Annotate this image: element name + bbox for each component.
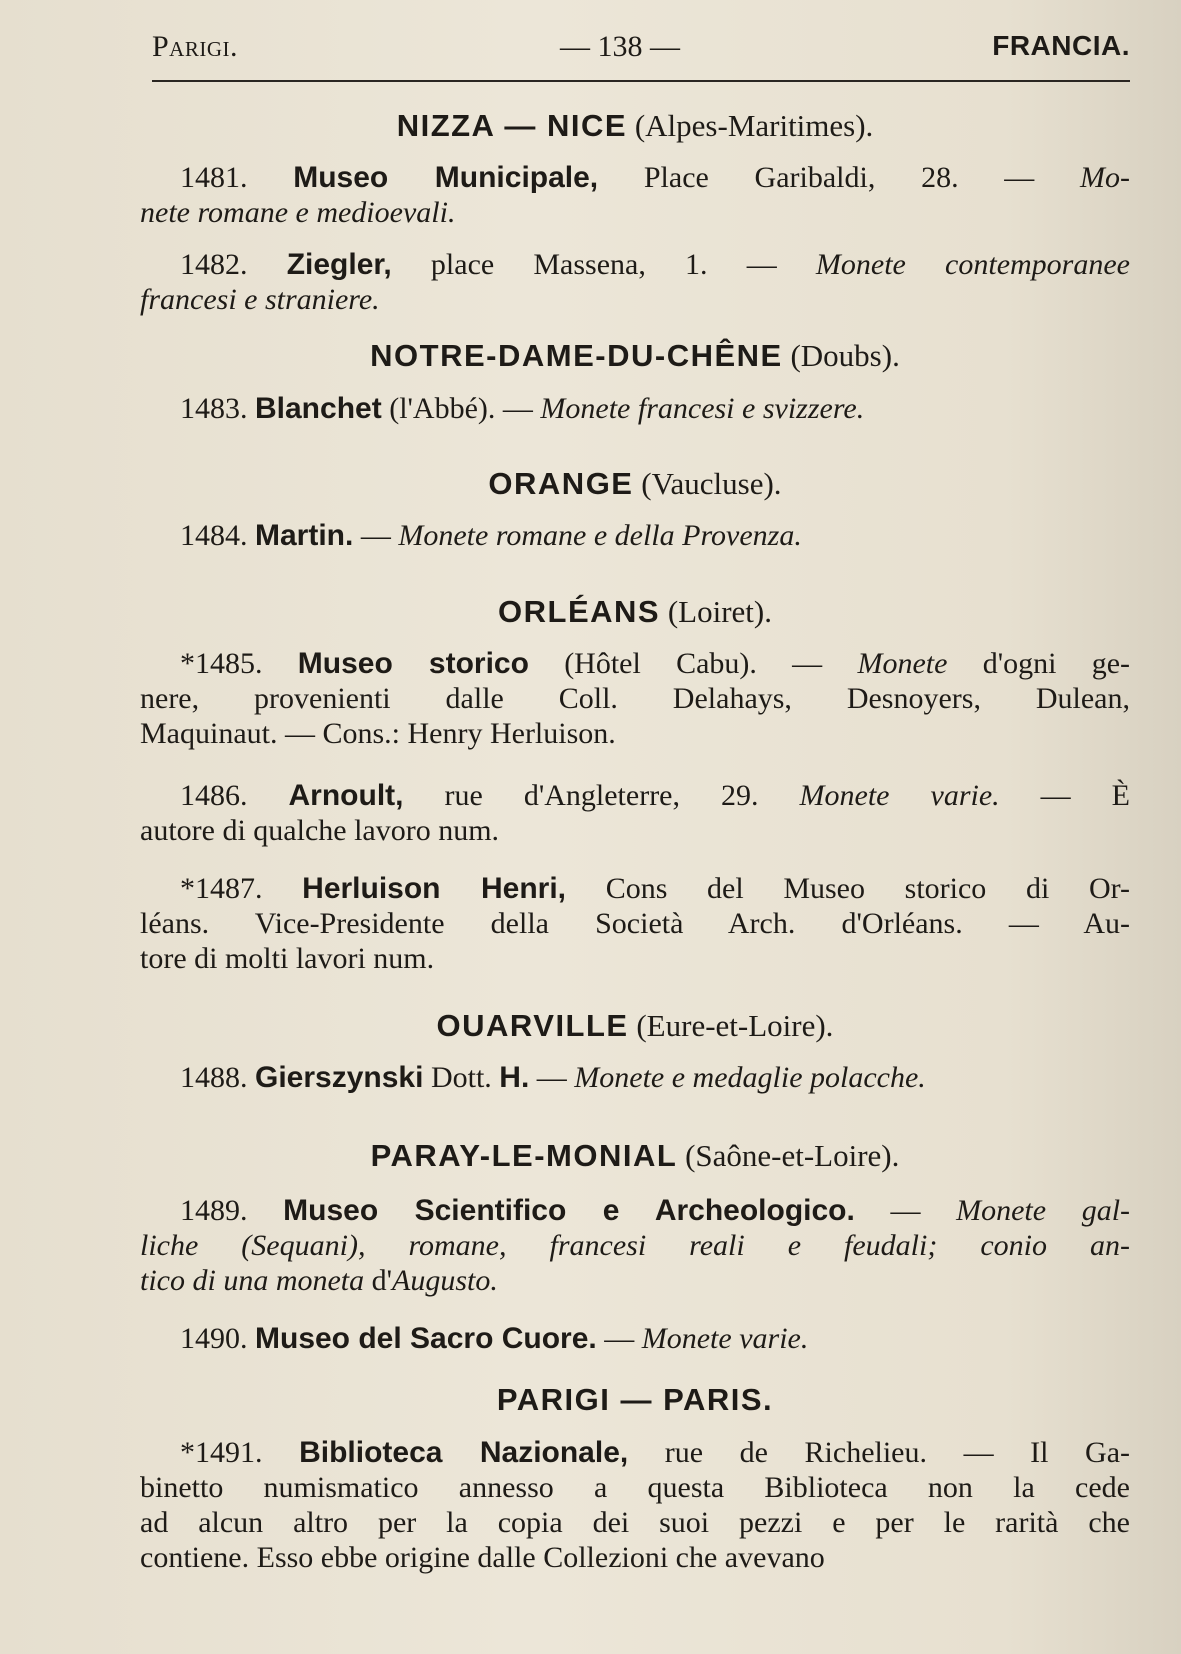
- entry-1488: [140, 1060, 1130, 1095]
- entry-1491: [140, 1435, 1130, 1575]
- city-heading-notre-dame-du-chene: [140, 338, 1130, 374]
- city-heading-orange: [140, 466, 1130, 502]
- entry-text: *1485. Museo storico (Hôtel Cabu). — Monete d'ogni ge- nere, provenienti dalle Coll. Delahays, Desnoyers, Dulean, Maquinaut. — Cons.: Henry Herluison.: [140, 647, 1131, 750]
- entry-text: *1491. Biblioteca Nazionale, rue de Richelieu. — Il Ga- binetto numismatico annesso a questa Biblioteca non la cede ad alcun altro per la copia dei suoi pezzi e per le rarità che contiene. Esso ebbe origine dalle Collezioni che avevano: [140, 1436, 1130, 1574]
- city-name: PARIGI — PARIS.: [496, 1382, 774, 1417]
- entry-text: 1481. Museo Municipale, Place Garibaldi, 28. — Mo- nete romane e medioevali.: [140, 161, 1130, 229]
- entry-1481: [140, 160, 1130, 230]
- city-region: (Loiret).: [667, 594, 772, 629]
- city-region: (Alpes-Maritimes).: [634, 108, 874, 143]
- header-country: FRANCIA.: [992, 30, 1130, 61]
- header-rule: [152, 80, 1130, 82]
- entry-text: 1490. Museo del Sacro Cuore. — Monete varie.: [180, 1322, 809, 1355]
- entry-text: 1484. Martin. — Monete romane e della Provenza.: [180, 519, 802, 552]
- entry-1485: [140, 646, 1130, 751]
- running-header: [140, 26, 1130, 76]
- entry-1486: [140, 778, 1130, 848]
- entry-1482: [140, 247, 1130, 317]
- header-section: Parigi.: [152, 30, 239, 63]
- entry-text: *1487. Herluison Henri, Cons del Museo storico di Or- léans. Vice-Presidente della Società Arch. d'Orléans. — Au- tore di molti lavori num.: [140, 872, 1130, 975]
- page-number: — 138 —: [560, 30, 680, 63]
- city-name: PARAY-LE-MONIAL: [370, 1138, 678, 1173]
- entry-text: 1488. Gierszynski Dott. H. — Monete e medaglie polacche.: [180, 1061, 926, 1094]
- entry-text: 1482. Ziegler, place Massena, 1. — Monete contemporanee francesi e straniere.: [140, 248, 1130, 316]
- entry-1484: [140, 518, 1130, 553]
- entry-1487: [140, 871, 1130, 976]
- city-heading-orleans: [140, 594, 1130, 630]
- city-region: (Saône-et-Loire).: [685, 1138, 900, 1173]
- city-heading-parigi: [140, 1382, 1130, 1418]
- city-heading-paray-le-monial: [140, 1138, 1130, 1174]
- entry-1490: [140, 1321, 1130, 1356]
- city-region: (Eure-et-Loire).: [636, 1008, 834, 1043]
- city-name: NIZZA — NICE: [396, 108, 628, 143]
- city-name: ORLÉANS: [498, 594, 661, 629]
- entry-text: 1483. Blanchet (l'Abbé). — Monete francesi e svizzere.: [180, 392, 865, 425]
- city-region: (Vaucluse).: [641, 466, 782, 501]
- city-region: (Doubs).: [790, 338, 900, 373]
- entry-1483: [140, 391, 1130, 426]
- city-heading-nizza: [140, 108, 1130, 144]
- city-name: NOTRE-DAME-DU-CHÊNE: [370, 338, 783, 373]
- entry-1489: [140, 1193, 1130, 1298]
- city-name: ORANGE: [488, 466, 634, 501]
- entry-text: 1486. Arnoult, rue d'Angleterre, 29. Monete varie. — È autore di qualche lavoro num.: [140, 779, 1130, 847]
- city-name: OUARVILLE: [436, 1008, 629, 1043]
- city-heading-ouarville: [140, 1008, 1130, 1044]
- entry-text: 1489. Museo Scientifico e Archeologico. — Monete gal- liche (Sequani), romane, francesi reali e feudali; conio an- tico di una moneta d'Augusto.: [140, 1194, 1131, 1297]
